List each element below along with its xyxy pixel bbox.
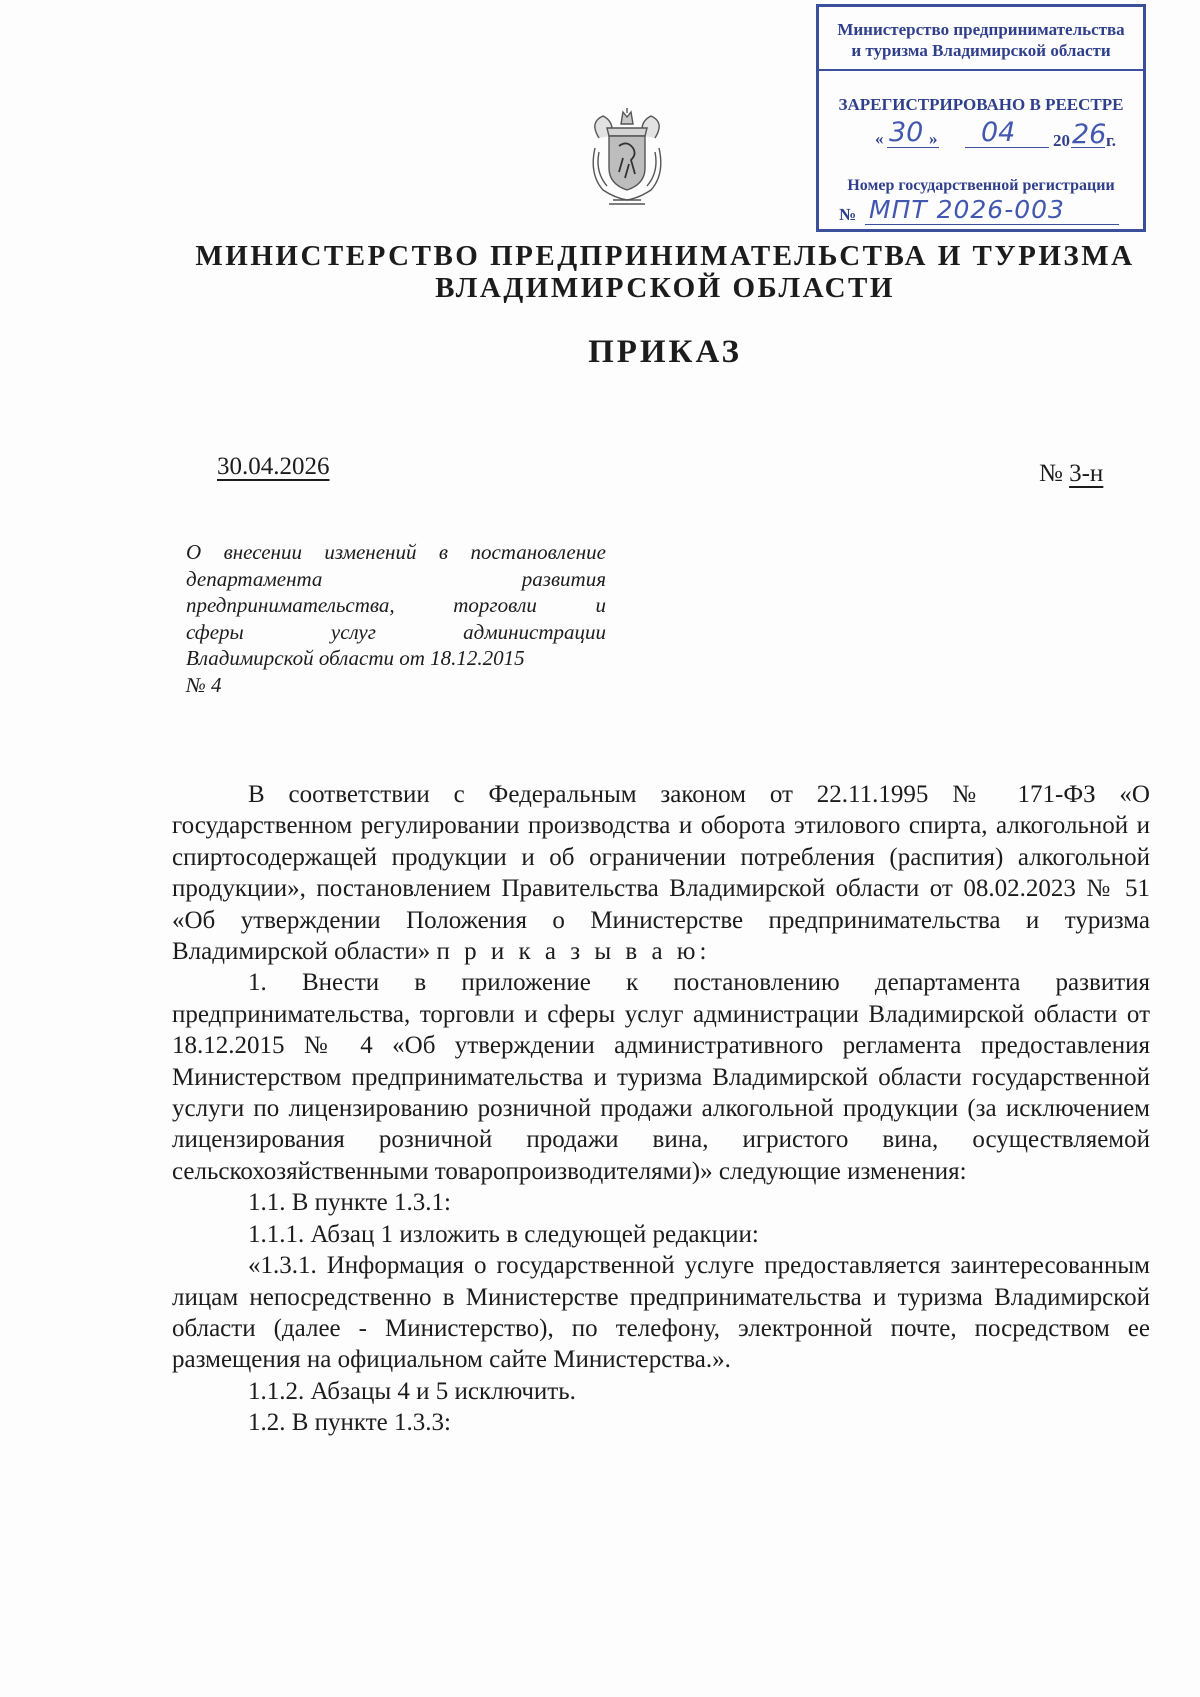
document-number: № 3-н <box>1039 460 1104 487</box>
order-word: п р и к а з ы в а ю: <box>436 938 711 966</box>
stamp-year-mark: г. <box>1106 131 1117 150</box>
stamp-reg-number-label: Номер государственной регистрации <box>847 177 1115 194</box>
stamp-divider <box>819 69 1143 71</box>
body-paragraph: 1.1.2. Абзацы 4 и 5 исключить. <box>248 1377 576 1405</box>
stamp-year-suffix: 26 <box>1072 119 1107 150</box>
ministry-title: МИНИСТЕРСТВО ПРЕДПРИНИМАТЕЛЬСТВА И ТУРИЗМА ВЛАДИМИРСКОЙ ОБЛАСТИ <box>195 240 1135 304</box>
body-paragraph: 1.1. В пункте 1.3.1: <box>248 1189 451 1217</box>
subject-line: сферы услуг администрации <box>186 619 606 644</box>
document-body <box>172 779 1150 1439</box>
body-paragraph: 1. Внести в приложение к постановлению департамента развития предпринимательства, торговли и сферы услуг администрации Владимирской области от 18.12.2015 № 4 «Об утверждении административного регламента предоставления Министерством предпринимательства и туризма Владимирской области государственной услуги по лицензированию розничной продажи алкогольной продукции (за исключением лицензирования розничной продажи вина, игристого вина, осуществляемой сельскохозяйственными товаропроизводителями)» следующие изменения: <box>172 969 1150 1185</box>
body-paragraph: 1.2. В пункте 1.3.3: <box>248 1409 451 1437</box>
document-date: 30.04.2026 <box>217 453 330 480</box>
stamp-reg-number: № МПТ 2026-003 <box>839 195 1139 227</box>
stamp-day: 30 <box>889 117 924 148</box>
stamp-reg-number-value: МПТ 2026-003 <box>869 195 1065 224</box>
document-type-heading: ПРИКАЗ <box>588 334 742 370</box>
subject-line: предпринимательства, торговли и <box>186 593 606 617</box>
stamp-year-prefix: 20 <box>1053 131 1070 150</box>
subject-line: Владимирской области от 18.12.2015 <box>186 646 525 670</box>
coat-of-arms-icon <box>585 108 669 206</box>
body-paragraph: 1.1.1. Абзац 1 изложить в следующей редакции: <box>248 1220 759 1248</box>
stamp-month: 04 <box>981 117 1016 148</box>
subject-line: № 4 <box>186 672 222 697</box>
stamp-registered-label: ЗАРЕГИСТРИРОВАНО В РЕЕСТРЕ <box>838 95 1124 114</box>
subject-line: департамента развития <box>186 566 606 591</box>
stamp-organization: Министерство предпринимательства и туризма Владимирской области <box>837 20 1125 60</box>
registration-stamp <box>816 4 1146 232</box>
body-paragraph: «1.3.1. Информация о государственной услуге предоставляется заинтересованным лицам непосредственно в Министерстве предпринимательства и туризма Владимирской области (далее - Министерство), по телефону, электронной почте, посредством ее размещения на официальном сайте Министерства.». <box>172 1252 1150 1374</box>
body-paragraph: В соответствии с Федеральным законом от 22.11.1995 № 171-ФЗ «О государственном регулировании производства и оборота этилового спирта, алкогольной и спиртосодержащей продукции и об ограничении потребления (распития) алкогольной продукции», постановлением Правительства Владимирской области от 08.02.2023 № 51 «Об утверждении Положения о Министерстве предпринимательства и туризма Владимирской области» п р и к а з ы в а ю: <box>172 781 1150 966</box>
stamp-date: « 30 » 04 20 26 г. <box>875 117 1117 150</box>
document-subject <box>186 539 606 698</box>
subject-line: О внесении изменений в постановление <box>186 540 606 564</box>
